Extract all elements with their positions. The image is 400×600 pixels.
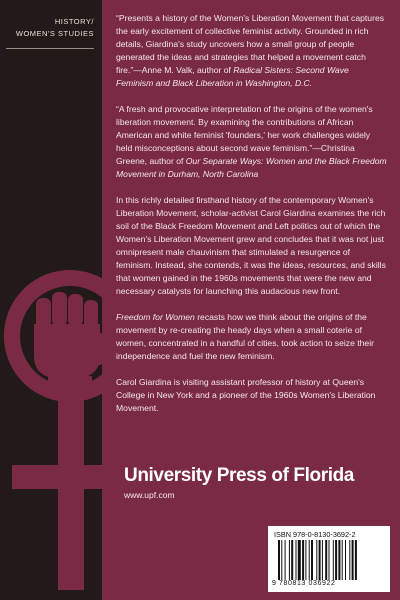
blurb-1	[116, 12, 388, 90]
category-line-2: WOMEN'S STUDIES	[15, 29, 94, 38]
author-bio: Carol Giardina is visiting assistant professor of history at Queen's College in New York and a pioneer of the 1960s Women's Liberation Movement.	[116, 377, 376, 413]
blurb-2-text: “A fresh and provocative interpretation of the origins of the women's liberation movement. By examining the contributions of African American and white feminist 'founders,' her work challenges widely held misconceptions about second wave feminism.”—Christina Greene, author of	[116, 104, 373, 166]
publisher-name: University Press of Florida	[124, 465, 354, 486]
blurb-1-text: “Presents a history of the Women's Liberation Movement that captures the early excitement of collective feminist activity. Grounded in rich details, Giardina's study uncovers how a small group of people generated the ideas and strategies that helped a movement catch fire.”—Anne M. Valk, author of	[116, 13, 385, 75]
publisher-website: www.upf.com	[124, 490, 175, 500]
cover-text	[116, 12, 388, 425]
isbn-label: ISBN 978-0-8130-3692-2	[274, 530, 356, 539]
recast-paragraph	[116, 311, 388, 363]
category-label	[6, 16, 94, 40]
blurb-1-book-title: Radical Sisters: Second Wave Feminism and Black Liberation in Washington, D.C.	[116, 65, 349, 88]
barcode-number: 9 780813 036922	[272, 580, 336, 587]
recast-text: recasts how we think about the origins of the movement by re-creating the heady days when a small coterie of women, concentrated in a handful of cities, took action to seize their independence and fuel the new feminism.	[116, 312, 374, 361]
blurb-2-book-title: Our Separate Ways: Women and the Black Freedom Movement in Durham, North Carolina	[116, 156, 387, 179]
category-divider	[6, 48, 94, 49]
book-description: In this richly detailed firsthand history of the contemporary Women's Liberation Movement, scholar-activist Carol Giardina examines the rich soil of the Black Freedom Movement and Left politics out of which the Women's Liberation Movement grew and concludes that it was not just omnipresent male chauvinism that stimulated a resurgence of feminism. Instead, she contends, it was the ideas, resources, and skills that women gained in the 1960s movements that were the new and necessary catalysts for launching this audacious new front.	[116, 195, 386, 296]
blurb-2	[116, 103, 388, 181]
barcode-box	[268, 526, 390, 592]
barcode-icon	[278, 540, 380, 580]
category-line-1: HISTORY/	[54, 17, 94, 26]
recast-book-title: Freedom for Women	[116, 312, 195, 322]
